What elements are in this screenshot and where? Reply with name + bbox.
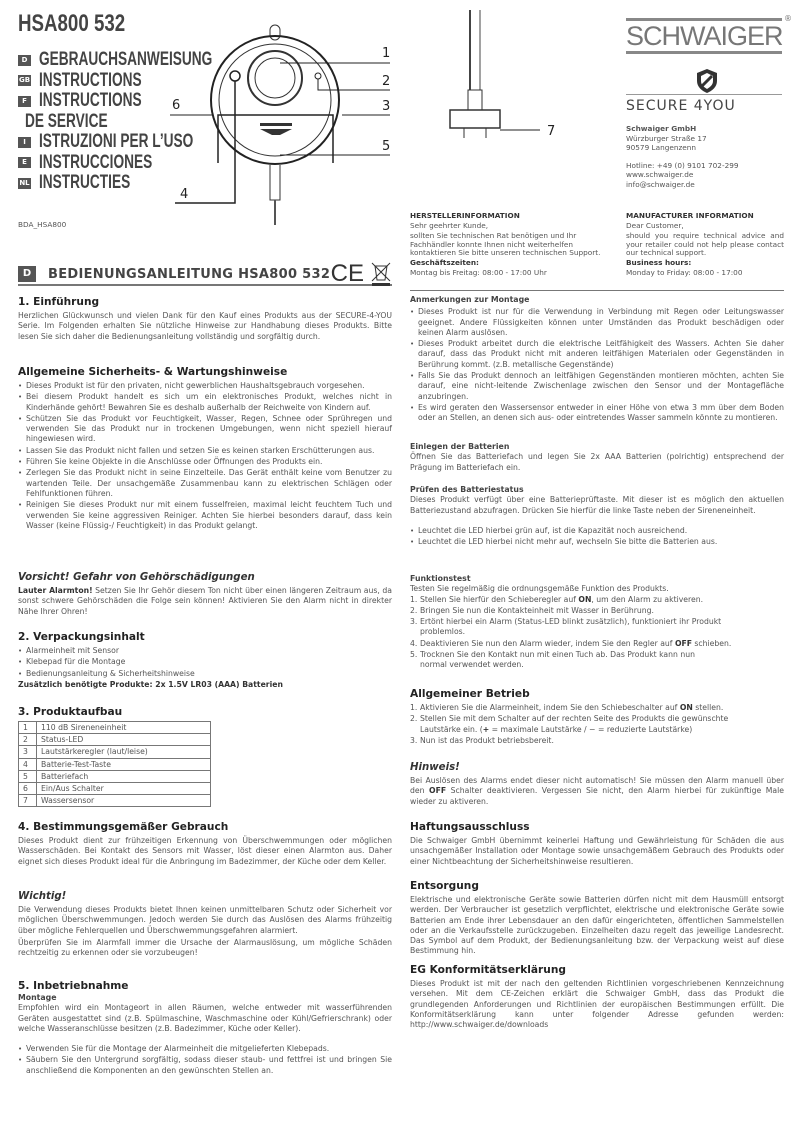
section-setup: 5. Inbetriebnahme Montage Empfohlen wird ein Montageort in allen Räumen, welche entweder mit wasserführenden Geräten ausgestattet sind (z.B. Spülmaschine, Waschmaschine oder Kühl/Gefrierschrank) oder welche Wasseranschlüsse besitzen (z.B. Badezimmer, Küche oder Keller). • Verwenden Sie für die Montage der Alarmeinheit die mitgelieferten Klebepads. • Säubern Sie den Untergrund sorgfältig, sodass dieser staub- und fettfrei ist und bringen Sie anschließend die Komponenten an den gewünschten Stellen an.	[18, 980, 392, 1077]
section-header	[18, 260, 392, 287]
list-item: 4. Deaktivieren Sie nun den Alarm wieder, indem Sie den Regler auf OFF schieben.	[410, 638, 732, 648]
list-item: • Alarmeinheit mit Sensor	[18, 646, 392, 656]
language-de: D GEBRAUCHSANWEISUNG	[18, 50, 280, 71]
section-product-structure: 3. Produktaufbau 1 110 dB Sireneneinheit 2 Status-LED 3 Lautstärkeregler (laut/leise) 4 Batterie-Test-Taste 5 Batteriefach 6 Ein/Aus Schalter 7 Wassersensor	[18, 706, 392, 807]
callout-7: 7	[547, 124, 556, 139]
flag-icon: E	[18, 157, 31, 168]
callout-1: 1	[382, 46, 391, 61]
list-item: • Säubern Sie den Untergrund sorgfältig, sodass dieser staub- und fettfrei ist und bringen Sie anschließend die Komponenten an den gewünschten Stellen an.	[18, 1055, 392, 1076]
manufacturer-info-en: MANUFACTURER INFORMATION Dear Customer, should you require technical advice and your retailer could not help please contact our technical support. Business hours: Monday to Friday: 08:00 - 17:00	[626, 211, 784, 277]
list-item: • Führen Sie keine Objekte in die Anschlüsse oder Öffnungen des Produkts ein.	[18, 457, 392, 467]
table-row: 6 Ein/Aus Schalter	[19, 782, 211, 794]
list-item: 5. Trocknen Sie den Kontakt nun mit einen Tuch ab. Das Produkt kann nun normal verwendet werden.	[410, 650, 695, 670]
table-row: 5 Batteriefach	[19, 770, 211, 782]
language-e: E INSTRUCCIONES	[18, 153, 280, 174]
flag-icon: D	[18, 55, 31, 66]
document-code: BDA_HSA800	[18, 220, 67, 229]
section-battery-status: Prüfen des Batteriestatus Dieses Produkt verfügt über eine Batterieprüftaste. Mit dieser ist es möglich den aktuellen Batteriezustand abzufragen. Drücken Sie hierfür die linke Taste neben der Sireneneinheit. • Leuchtet die LED hierbei grün auf, ist die Kapazität noch ausreichend. • Leuchtet die LED hierbei nicht mehr auf, wechseln Sie bitte die Batterien aus.	[410, 485, 784, 548]
section-safety: Allgemeine Sicherheits- & Wartungshinweise • Dieses Produkt ist für den privaten, nicht gewerblichen Haushaltsgebrauch vorgesehen. • Bei diesem Produkt handelt es sich um ein elektronisches Produkt, welches nicht in Kinderhände gehört! Bewahren Sie es deshalb außerhalb der Reichweite von Kindern auf. • Schützen Sie das Produkt vor Feuchtigkeit, Wasser, Regen, Schnee oder Sprühregen und verwenden Sie das Produkt nur in trockenen Umgebungen, wenn nicht speziell hierauf hingewiesen wird. • Lassen Sie das Produkt nicht fallen und setzen Sie es keinen starken Erschütterungen aus. • Führen Sie keine Objekte in die Anschlüsse oder Öffnungen des Produkts ein. • Zerlegen Sie das Produkt nicht in seine Einzelteile. Das Gerät enthält keine vom Benutzer zu wartenden Teile. Der unsachgemäße Zusammenbau kann zu elektrischen Schlägen oder Fehlfunktionen führen. • Reinigen Sie dieses Produkt nur mit einem fusselfreien, maximal leicht feuchtem Tuch und verwenden Sie keine aggressiven Reiniger. Achten Sie hierbei besonders darauf, dass kein Wasser (keine Flüssig-/ Feuchtigkeit) in das Produkt gelangt.	[18, 366, 392, 532]
device-illustration	[160, 15, 400, 230]
section-function-test: Funktionstest Testen Sie regelmäßig die ordnungsgemäße Funktion des Produkts. 1. Stellen Sie hierfür den Schieberegler auf ON, um den Alarm zu aktiveren. 2. Bringen Sie nun die Kontakteinheit mit Wasser in Berührung. 3. Ertönt hierbei ein Alarm (Status-LED blinkt zusätzlich), funktioniert ihr Produkt problemlos. 4. Deaktivieren Sie nun den Alarm wieder, indem Sie den Regler auf OFF schieben. 5. Trocknen Sie den Kontakt nun mit einen Tuch ab. Das Produkt kann nun normal verwendet werden.	[410, 574, 784, 672]
company-address: Schwaiger GmbH Würzburger Straße 17 90579 Langenzenn Hotline: +49 (0) 9101 702-299 www.schwaiger.de info@schwaiger.de	[626, 124, 739, 189]
list-item: • Falls Sie das Produkt dennoch an leitfähigen Gegenständen montieren möchten, achten Sie darauf, eine nicht-leitende Zwischenlage zwischen den Sensor und der Montagefläche anzubringen.	[410, 371, 784, 402]
list-item: • Es wird geraten den Wassersensor entweder in einer Höhe von etwa 3 mm über dem Boden oder an Stellen, an denen sich aus- oder eintretendes Wasser sammeln könnte zu montieren.	[410, 403, 784, 424]
ce-mark-icon: CE	[330, 260, 364, 287]
table-row: 2 Status-LED	[19, 734, 211, 746]
callout-4: 4	[180, 187, 189, 202]
flag-icon: NL	[19, 178, 30, 187]
list-item: 3. Ertönt hierbei ein Alarm (Status-LED blinkt zusätzlich), funktioniert ihr Produkt problemlos.	[410, 617, 722, 637]
list-item: 3. Nun ist das Produkt betriebsbereit.	[410, 735, 554, 745]
section-introduction: 1. Einführung Herzlichen Glückwunsch und vielen Dank für den Kauf eines Produkts aus der SECURE-4-YOU Serie. Im Folgenden erhalten Sie nützliche Hinweise zur Handhabung dieses Produkts. Bitte lesen Sie sich daher die Bedienungsanleitung vollständig und sorgfältig durch.	[18, 296, 392, 341]
shield-icon	[695, 68, 719, 94]
weee-bin-icon	[370, 262, 392, 286]
table-row: 7 Wassersensor	[19, 795, 211, 807]
section-note: Hinweis! Bei Auslösen des Alarms endet dieser nicht automatisch! Sie müssen den Alarm manuell über den OFF Schalter deaktivieren. Vergessen Sie nicht, den Alarm hierbei für zukünftige Male wieder zu aktiveren.	[410, 762, 784, 806]
list-item: 2. Bringen Sie nun die Kontakteinheit mit Wasser in Berührung.	[410, 605, 654, 615]
flag-icon: GB	[18, 76, 31, 85]
callout-5: 5	[382, 139, 391, 154]
section-liability: Haftungsausschluss Die Schwaiger GmbH übernimmt keinerlei Haftung und Gewährleistung für Schäden die aus unsachgemäßer Installation oder Montage sowie unsachgemäßem Gebrauch des Produkts oder einer Nichtbeachtung der Sicherheitshinweise resultieren.	[410, 821, 784, 866]
section-hearing-warning: Vorsicht! Gefahr von Gehörschädigungen Lauter Alarmton! Setzen Sie Ihr Gehör diesem Ton nicht über einen längeren Zeitraum aus, da sonst schwere Gehörschäden die Folge sein können! Aktivieren Sie den Alarm nicht in direkter Nähe Ihrer Ohren!	[18, 572, 392, 616]
table-row: 1 110 dB Sireneneinheit	[19, 722, 211, 734]
language-gb: GB INSTRUCTIONS	[18, 69, 142, 91]
list-item: 1. Aktivieren Sie die Alarmeinheit, indem Sie den Schiebeschalter auf ON stellen.	[410, 703, 724, 712]
list-item: • Klebepad für die Montage	[18, 657, 392, 667]
list-item: 2. Stellen Sie mit dem Schalter auf der rechten Seite des Produkts die gewünschte Lautstärke ein. (+ = maximale Lautstärke / − = reduzierte Lautstärke)	[410, 714, 729, 734]
table-row: 3 Lautstärkeregler (laut/leise)	[19, 746, 211, 758]
list-item: • Bedienungsanleitung & Sicherheitshinweise	[18, 669, 392, 679]
list-item: • Dieses Produkt ist nur für die Verwendung in Verbindung mit Regen oder Leitungswasser geeignet. Andere Flüssigkeiten können unter Umständen das Produkt beschädigen oder keinen Alarm auslösen.	[410, 307, 784, 338]
list-item: • Dieses Produkt arbeitet durch die elektrische Leitfähigkeit des Wassers. Achten Sie daher darauf, dass das Produkt nicht mit anderen leitfähigen Materialen oder Gegenständen in Berührung kommt. (z.B. metallische Gegenstände)	[410, 339, 784, 370]
parts-table	[18, 721, 211, 807]
section-important: Wichtig! Die Verwendung dieses Produkts bietet Ihnen keinen unmittelbaren Schutz oder Sicherheit vor möglichen Überschwemmungen. Jedoch werden Sie durch das Auslösen des Alarms frühzeitig über mögliche Fehlerquellen und Überschwemmungsgefahren alarmiert. Überprüfen Sie im Alarmfall immer die Ursache der Alarmauslösung, um mögliche Schäden rechtzeitig zu erkennen oder sie vorzubeugen!	[18, 891, 392, 958]
list-item: • Dieses Produkt ist für den privaten, nicht gewerblichen Haushaltsgebrauch vorgesehen.	[18, 381, 392, 391]
list-item: 1. Stellen Sie hierfür den Schieberegler auf ON, um den Alarm zu aktiveren.	[410, 594, 704, 604]
divider	[410, 290, 784, 291]
section-mounting-notes: Anmerkungen zur Montage • Dieses Produkt ist nur für die Verwendung in Verbindung mit Regen oder Leitungswasser geeignet. Andere Flüssigkeiten können unter Umständen das Produkt beschädigen oder keinen Alarm auslösen. • Dieses Produkt arbeitet durch die elektrische Leitfähigkeit des Wassers. Achten Sie daher darauf, dass das Produkt nicht mit anderen leitfähigen Materialen oder Gegenständen in Berührung kommt. (z.B. metallische Gegenstände) • Falls Sie das Produkt dennoch an leitfähigen Gegenständen montieren möchten, achten Sie darauf, eine nicht-leitende Zwischenlage zwischen den Sensor und der Montagefläche anzubringen. • Es wird geraten den Wassersensor entweder in einer Höhe von etwa 3 mm über dem Boden oder an Stellen, an denen sich aus- oder eintretendes Wasser sammeln könnte zu montieren.	[410, 295, 784, 425]
table-row: 4 Batterie-Test-Taste	[19, 758, 211, 770]
language-f: F INSTRUCTIONS	[18, 91, 280, 112]
flag-icon: I	[18, 137, 31, 148]
section-title: BEDIENUNGSANLEITUNG HSA800 532	[48, 266, 331, 282]
list-item: • Lassen Sie das Produkt nicht fallen und setzen Sie es keinen starken Erschütterungen aus.	[18, 446, 392, 456]
secure4you-logo: SECURE 4YOU	[626, 94, 782, 114]
list-item: • Leuchtet die LED hierbei nicht mehr auf, wechseln Sie bitte die Batterien aus.	[410, 537, 784, 547]
callout-6: 6	[172, 98, 181, 113]
callout-3: 3	[382, 99, 391, 114]
language-i: I ISTRUZIONI PER L’USO	[18, 132, 280, 153]
list-item: • Verwenden Sie für die Montage der Alarmeinheit die mitgelieferten Klebepads.	[18, 1044, 392, 1054]
section-general-operation: Allgemeiner Betrieb 1. Aktivieren Sie die Alarmeinheit, indem Sie den Schiebeschalter auf ON stellen. 2. Stellen Sie mit dem Schalter auf der rechten Seite des Produkts die gewünschte Lautstärke ein. (+ = maximale Lautstärke / − = reduzierte Lautstärke) 3. Nun ist das Produkt betriebsbereit.	[410, 688, 784, 747]
callout-2: 2	[382, 74, 391, 89]
list-item: • Schützen Sie das Produkt vor Feuchtigkeit, Wasser, Regen, Schnee oder Sprühregen und verwenden Sie das Produkt nur in trockenen Umgebungen, wenn nicht speziell hierauf hingewiesen wird.	[18, 414, 392, 445]
sensor-illustration	[440, 10, 600, 140]
section-intended-use: 4. Bestimmungsgemäßer Gebrauch Dieses Produkt dient zur frühzeitigen Erkennung von Überschwemmungen oder möglichen Wasserschäden. Bei Kontakt des Sensors mit Wasser, löst dieser einen Alarmton aus. Daher eignet sich dieses Produkt ideal für die Anbringung im Badezimmer, der Küche oder dem Keller.	[18, 821, 392, 866]
model-title: HSA800 532	[18, 10, 126, 37]
section-insert-batteries: Einlegen der Batterien Öffnen Sie das Batteriefach und legen Sie 2x AAA Batterien (polrichtig) entsprechend der Prägung im Batteriefach ein.	[410, 442, 784, 472]
section-conformity: EG Konformitätserklärung Dieses Produkt ist mit der nach den geltenden Richtlinien vorgeschriebenen Kennzeichnung versehen. Mit dem CE-Zeichen erklärt die Schwaiger GmbH, dass das Produkt die grundlegenden Anforderungen und Richtlinien der europäischen Bestimmungen erfüllt. Die Konformitätserklärung kann unter folgender Adresse gefunden werden: http://www.schwaiger.de/downloads	[410, 964, 784, 1030]
schwaiger-logo: SCHWAIGER ®	[626, 18, 786, 54]
list-item: • Bei diesem Produkt handelt es sich um ein elektronisches Produkt, welches nicht in Kinderhände gehört! Bewahren Sie es deshalb außerhalb der Reichweite von Kindern auf.	[18, 392, 392, 413]
website-link[interactable]: www.schwaiger.de	[626, 170, 694, 180]
flag-icon: F	[18, 96, 31, 107]
flag-icon: D	[18, 266, 36, 282]
list-item: • Reinigen Sie dieses Produkt nur mit einem fusselfreien, maximal leicht feuchtem Tuch und verwenden Sie keine aggressiven Reiniger. Achten Sie hierbei besonders darauf, dass kein Wasser (keine Flüssig-/ Feuchtigkeit) in das Produkt gelangt.	[18, 500, 392, 531]
list-item: • Leuchtet die LED hierbei grün auf, ist die Kapazität noch ausreichend.	[410, 526, 784, 536]
language-f-cont: DE SERVICE	[25, 110, 108, 132]
section-disposal: Entsorgung Elektrische und elektronische Geräte sowie Batterien dürfen nicht mit dem Hausmüll entsorgt werden. Der Verbraucher ist gesetzlich verpflichtet, elektrische und elektronische Geräte sowie Batterien am Ende ihrer Lebensdauer an den dafür eingerichteten, öffentlichen Sammelstellen oder an die Verkaufsstelle zurückzugeben. Einzelheiten dazu regelt das jeweilige Landesrecht. Das Symbol auf dem Produkt, der Bedienungsanleitung bzw. der Verpackung weist auf diese Bestimmung hin.	[410, 880, 784, 956]
email-link[interactable]: info@schwaiger.de	[626, 179, 695, 189]
language-nl: NL INSTRUCTIES	[19, 172, 131, 194]
section-package-contents: 2. Verpackungsinhalt • Alarmeinheit mit Sensor • Klebepad für die Montage • Bedienungsanleitung & Sicherheitshinweise Zusätzlich benötigte Produkte: 2x 1.5V LR03 (AAA) Batterien	[18, 631, 392, 690]
list-item: • Zerlegen Sie das Produkt nicht in seine Einzelteile. Das Gerät enthält keine vom Benutzer zu wartenden Teile. Der unsachgemäße Zusammenbau kann zu elektrischen Schlägen oder Fehlfunktionen führen.	[18, 468, 392, 499]
manufacturer-info-de: HERSTELLERINFORMATION Sehr geehrter Kunde, sollten Sie technischen Rat benötigen und Ihr Fachhändler konnte Ihnen nicht weiterhelfen kontaktieren Sie bitte unseren technischen Support. Geschäftszeiten: Montag bis Freitag: 08:00 - 17:00 Uhr	[410, 211, 601, 277]
